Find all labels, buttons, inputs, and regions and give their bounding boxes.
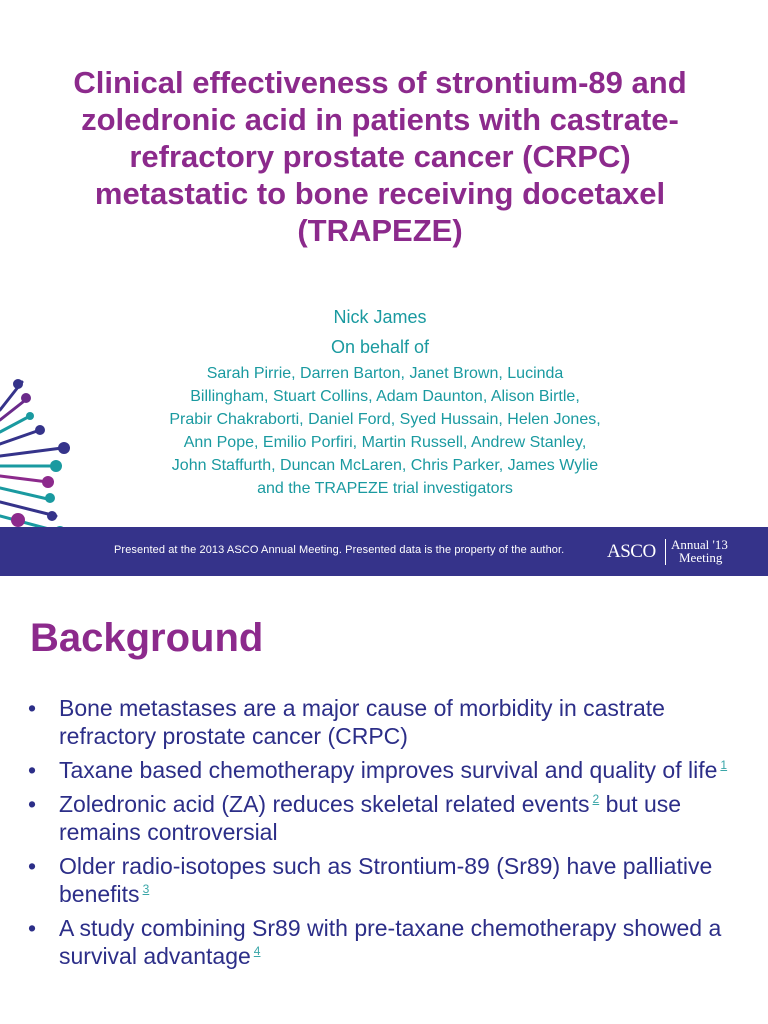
bullet-item [28, 790, 748, 846]
bullet-icon: • [28, 853, 37, 879]
footer-band [0, 527, 768, 576]
reference-link[interactable]: 1 [720, 758, 728, 773]
asco-logo-annual: Annual '13 [671, 537, 728, 552]
title-line: zoledronic acid in patients with castrate- [81, 102, 679, 137]
bullet-text-continued: but use remains controversial [59, 791, 682, 845]
author-list [90, 362, 680, 500]
on-behalf-label: On behalf of [330, 337, 430, 357]
bullet-text: Zoledronic acid (ZA) reduces skeletal related events [59, 791, 590, 817]
asco-logo-word: ASCO [607, 541, 656, 562]
bullet-icon: • [28, 695, 37, 721]
bullet-text: Older radio-isotopes such as Strontium-89 (Sr89) have palliative benefits [59, 853, 713, 907]
title-line: (TRAPEZE) [297, 213, 463, 248]
presenter-block [230, 302, 530, 362]
bullet-item [28, 694, 748, 750]
slide-title [20, 64, 740, 249]
bullet-item [28, 756, 748, 784]
title-line: refractory prostate cancer (CRPC) [129, 139, 631, 174]
bullet-icon: • [28, 915, 37, 941]
author-line: Billingham, Stuart Collins, Adam Daunton, Alison Birtle, [190, 388, 580, 405]
bullet-list [28, 694, 748, 976]
title-line: metastatic to bone receiving docetaxel [94, 176, 666, 211]
bullet-text: Bone metastases are a major cause of morbidity in castrate refractory prostate cancer (CRPC) [59, 695, 665, 749]
footer-notice: Presented at the 2013 ASCO Annual Meeting. Presented data is the property of the author. [114, 544, 565, 556]
asco-logo [607, 537, 732, 567]
author-line: and the TRAPEZE trial investigators [257, 480, 513, 497]
reference-link[interactable]: 4 [253, 944, 261, 959]
bullet-item [28, 852, 748, 908]
bullet-text: Taxane based chemotherapy improves survival and quality of life [59, 757, 718, 783]
presenter-name: Nick James [333, 307, 427, 327]
asco-logo-meeting: Meeting [679, 550, 723, 565]
reference-link[interactable]: 3 [142, 882, 150, 897]
background-slide [0, 576, 768, 1024]
author-line: Sarah Pirrie, Darren Barton, Janet Brown, Lucinda [206, 365, 564, 382]
author-line: Prabir Chakraborti, Daniel Ford, Syed Hussain, Helen Jones, [169, 411, 601, 428]
reference-link[interactable]: 2 [592, 792, 600, 807]
logo-divider [665, 539, 666, 565]
bullet-icon: • [28, 757, 37, 783]
author-line: Ann Pope, Emilio Porfiri, Martin Russell, Andrew Stanley, [183, 434, 587, 451]
bullet-text: A study combining Sr89 with pre-taxane chemotherapy showed a survival advantage [59, 915, 722, 969]
bullet-icon: • [28, 791, 37, 817]
title-line: Clinical effectiveness of strontium-89 and [73, 65, 687, 100]
slide-heading: Background [30, 616, 264, 660]
bullet-item [28, 914, 748, 970]
author-line: John Staffurth, Duncan McLaren, Chris Parker, James Wylie [171, 457, 599, 474]
